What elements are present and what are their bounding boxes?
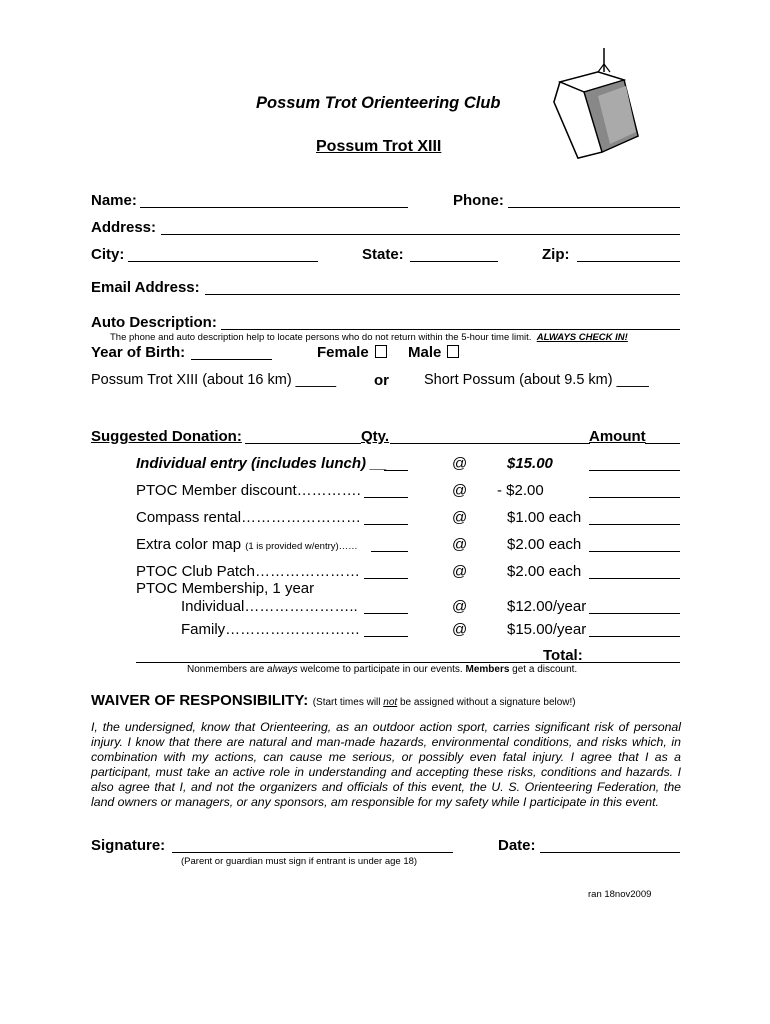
compass-rental-amount[interactable]	[589, 524, 680, 525]
member-discount-amount[interactable]	[589, 497, 680, 498]
individual-entry-qty[interactable]	[384, 470, 408, 471]
individual-entry-label: Individual entry (includes lunch) __	[136, 455, 387, 472]
year-label: Year of Birth:	[91, 344, 186, 361]
waiver-heading: WAIVER OF RESPONSIBILITY: (Start times will not be assigned without a signature below!)	[91, 692, 576, 709]
zip-field[interactable]	[577, 261, 680, 262]
extra-map-label: Extra color map (1 is provided w/entry)……	[136, 536, 358, 553]
long-course-option[interactable]: Possum Trot XIII (about 16 km) _____	[91, 372, 337, 388]
hanging-lantern-control-flag-icon	[540, 40, 650, 165]
male-option[interactable]: Male	[408, 344, 459, 361]
guardian-note: (Parent or guardian must sign if entrant is under age 18)	[181, 856, 418, 867]
revision-note: ran 18nov2009	[588, 889, 652, 900]
state-field[interactable]	[410, 261, 498, 262]
membership-individual-price: $12.00/year	[507, 598, 587, 615]
membership-individual-qty[interactable]	[364, 613, 408, 614]
phone-label: Phone:	[453, 192, 504, 209]
or-label: or	[374, 372, 389, 389]
signature-field[interactable]	[172, 852, 453, 853]
compass-rental-label: Compass rental……………………	[136, 509, 362, 526]
year-field[interactable]	[191, 359, 272, 360]
membership-family-qty[interactable]	[364, 636, 408, 637]
amount-header-rule	[645, 443, 680, 444]
membership-label: PTOC Membership, 1 year	[136, 580, 315, 597]
city-field[interactable]	[128, 261, 318, 262]
membership-family-label: Family………………………	[181, 621, 361, 638]
at-symbol: @	[452, 598, 468, 615]
name-field[interactable]	[140, 207, 408, 208]
date-label: Date:	[498, 837, 536, 854]
club-patch-label: PTOC Club Patch…………………	[136, 563, 360, 580]
short-course-option[interactable]: Short Possum (about 9.5 km) ____	[424, 372, 649, 388]
address-label: Address:	[91, 219, 157, 236]
waiver-text: I, the undersigned, know that Orienteering, as an outdoor action sport, carries significant risk of personal injury. I know that there are natural and man-made hazards, environmental conditions, and risks which, in combination with my actions, can cause me serious, or possibly even fatal injury. I agree that I as a participant, must take an active role in understanding and accepting these risks, conditions and hazards. I also agree that I, and not the organizers and officials of this event, the U. S. Orienteering Federation, the land owners or managers, or any sponsors, am responsible for my safety while I participate in this event.	[91, 720, 681, 809]
member-discount-price: - $2.00	[497, 482, 544, 499]
individual-entry-amount[interactable]	[589, 470, 680, 471]
compass-rental-price: $1.00 each	[507, 509, 582, 526]
address-field[interactable]	[161, 234, 680, 235]
at-symbol: @	[452, 621, 468, 638]
donation-header-rule	[245, 443, 361, 444]
individual-entry-price: $15.00	[507, 455, 553, 472]
qty-header: Qty.	[361, 428, 390, 445]
phone-field[interactable]	[508, 207, 680, 208]
club-patch-qty[interactable]	[364, 578, 408, 579]
at-symbol: @	[452, 563, 468, 580]
member-discount-qty[interactable]	[364, 497, 408, 498]
male-checkbox[interactable]	[447, 345, 459, 358]
qty-header-rule	[390, 443, 590, 444]
at-symbol: @	[452, 482, 468, 499]
zip-label: Zip:	[542, 246, 570, 263]
at-symbol: @	[452, 455, 468, 472]
club-patch-amount[interactable]	[589, 578, 680, 579]
total-rule	[136, 662, 680, 663]
auto-field[interactable]	[221, 329, 680, 330]
email-field[interactable]	[205, 294, 680, 295]
member-discount-label: PTOC Member discount………….	[136, 482, 361, 499]
membership-individual-amount[interactable]	[589, 613, 680, 614]
compass-rental-qty[interactable]	[364, 524, 408, 525]
signature-label: Signature:	[91, 837, 166, 854]
female-option[interactable]: Female	[317, 344, 387, 361]
membership-family-amount[interactable]	[589, 636, 680, 637]
donation-header: Suggested Donation:	[91, 428, 242, 445]
total-label: Total:	[543, 647, 583, 664]
name-label: Name:	[91, 192, 137, 209]
auto-note: The phone and auto description help to locate persons who do not return within the 5-hour time limit. ALWAYS CHECK IN!	[110, 332, 628, 343]
membership-individual-label: Individual…………………..	[181, 598, 358, 615]
email-label: Email Address:	[91, 279, 200, 296]
date-field[interactable]	[540, 852, 680, 853]
female-checkbox[interactable]	[375, 345, 387, 358]
city-label: City:	[91, 246, 125, 263]
club-name: Possum Trot Orienteering Club	[256, 94, 501, 112]
extra-map-price: $2.00 each	[507, 536, 582, 553]
event-title: Possum Trot XIII	[316, 138, 442, 155]
club-patch-price: $2.00 each	[507, 563, 582, 580]
auto-label: Auto Description:	[91, 314, 217, 331]
state-label: State:	[362, 246, 404, 263]
membership-family-price: $15.00/year	[507, 621, 587, 638]
extra-map-qty[interactable]	[371, 551, 408, 552]
at-symbol: @	[452, 536, 468, 553]
amount-header: Amount	[589, 428, 646, 445]
at-symbol: @	[452, 509, 468, 526]
nonmember-note: Nonmembers are always welcome to participate in our events. Members get a discount.	[187, 664, 578, 675]
extra-map-amount[interactable]	[589, 551, 680, 552]
